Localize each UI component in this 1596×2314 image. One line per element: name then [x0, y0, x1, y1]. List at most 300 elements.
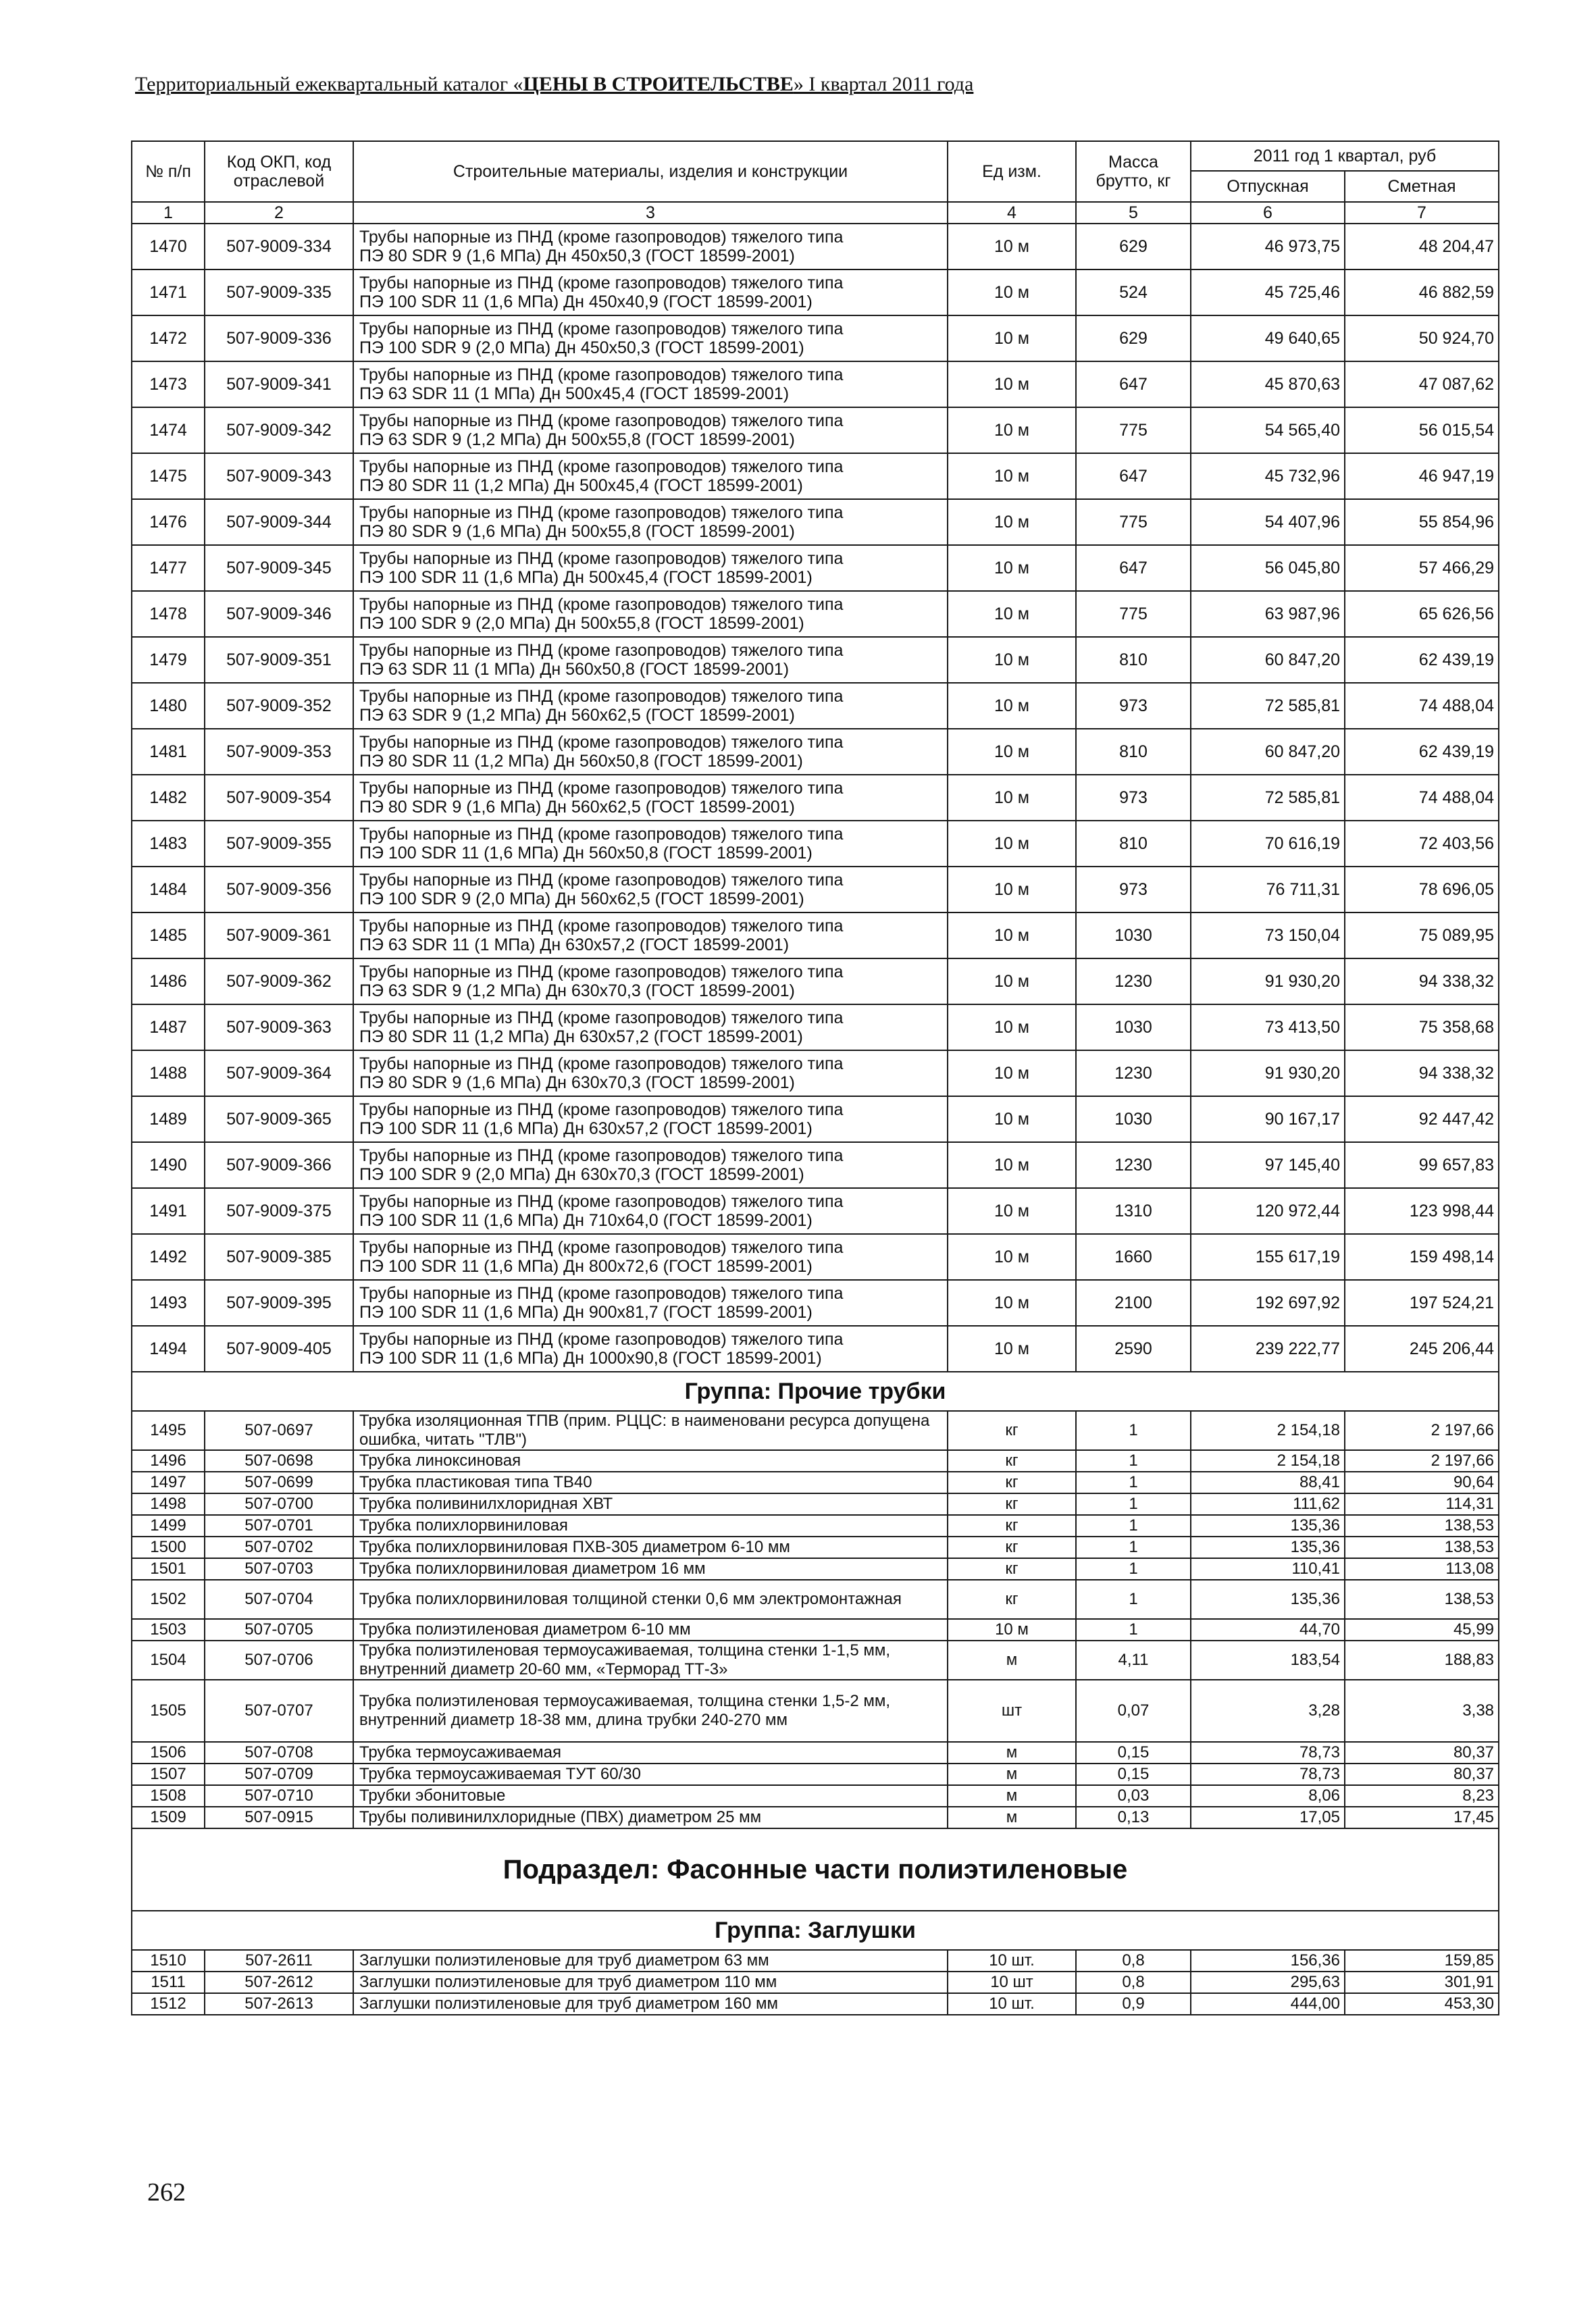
row-price-release: 54 565,40 — [1191, 407, 1345, 453]
row-unit: 10 м — [948, 1050, 1076, 1096]
table-row — [132, 269, 1499, 315]
row-number: 1479 — [132, 637, 205, 683]
row-description — [353, 545, 948, 591]
description-line: ПЭ 100 SDR 11 (1,6 МПа) Дн 800х72,6 (ГОСТ 18599-2001) — [359, 1257, 813, 1276]
row-mass: 0,9 — [1076, 1993, 1191, 2015]
row-price-release: 45 732,96 — [1191, 453, 1345, 499]
row-price-estimate: 75 089,95 — [1345, 912, 1499, 958]
row-unit: 10 м — [948, 453, 1076, 499]
description-line: ПЭ 80 SDR 9 (1,6 МПа) Дн 500х55,8 (ГОСТ 18599-2001) — [359, 522, 795, 541]
row-price-estimate: 74 488,04 — [1345, 683, 1499, 729]
row-price-release: 135,36 — [1191, 1515, 1345, 1537]
description-line: Трубы напорные из ПНД (кроме газопроводов) тяжелого типа — [359, 457, 844, 476]
row-number: 1503 — [132, 1619, 205, 1641]
row-price-estimate: 114,31 — [1345, 1493, 1499, 1515]
description-line: ПЭ 100 SDR 11 (1,6 МПа) Дн 450х40,9 (ГОСТ 18599-2001) — [359, 292, 813, 311]
row-price-estimate: 159,85 — [1345, 1950, 1499, 1972]
row-code: 507-9009-362 — [205, 958, 353, 1004]
row-price-estimate: 159 498,14 — [1345, 1234, 1499, 1280]
row-mass: 1 — [1076, 1580, 1191, 1619]
row-code: 507-0699 — [205, 1472, 353, 1493]
row-mass: 973 — [1076, 683, 1191, 729]
group-title: Группа: Заглушки — [132, 1911, 1499, 1950]
table-row — [132, 1580, 1499, 1619]
col-header-name: Строительные материалы, изделия и конструкции — [353, 141, 948, 202]
row-number: 1482 — [132, 775, 205, 821]
row-price-estimate: 138,53 — [1345, 1537, 1499, 1558]
row-description — [353, 775, 948, 821]
row-price-estimate: 138,53 — [1345, 1515, 1499, 1537]
row-number: 1474 — [132, 407, 205, 453]
row-price-release: 91 930,20 — [1191, 958, 1345, 1004]
row-mass: 1030 — [1076, 1096, 1191, 1142]
subsection-title: Подраздел: Фасонные части полиэтиленовые — [132, 1828, 1499, 1911]
description-line: ПЭ 63 SDR 9 (1,2 МПа) Дн 560х62,5 (ГОСТ 18599-2001) — [359, 706, 795, 725]
table-row — [132, 1680, 1499, 1742]
row-mass: 775 — [1076, 407, 1191, 453]
row-unit: 10 м — [948, 407, 1076, 453]
row-number: 1480 — [132, 683, 205, 729]
description-line: Трубы напорные из ПНД (кроме газопроводов) тяжелого типа — [359, 1192, 844, 1211]
row-price-estimate: 245 206,44 — [1345, 1326, 1499, 1372]
row-price-estimate: 94 338,32 — [1345, 958, 1499, 1004]
row-unit: кг — [948, 1580, 1076, 1619]
row-number: 1500 — [132, 1537, 205, 1558]
row-price-release: 60 847,20 — [1191, 729, 1345, 775]
row-price-release: 91 930,20 — [1191, 1050, 1345, 1096]
page-number: 262 — [147, 2178, 186, 2207]
row-mass: 775 — [1076, 499, 1191, 545]
row-description — [353, 1280, 948, 1326]
row-description: Трубка изоляционная ТПВ (прим. РЦЦС: в наименовани ресурса допущена ошибка, читать "ТЛВ") — [353, 1411, 948, 1450]
table-row — [132, 1619, 1499, 1641]
column-number: 7 — [1345, 202, 1499, 224]
table-row — [132, 1764, 1499, 1785]
column-number: 2 — [205, 202, 353, 224]
description-line: ПЭ 80 SDR 9 (1,6 МПа) Дн 560х62,5 (ГОСТ 18599-2001) — [359, 798, 795, 817]
row-price-estimate: 75 358,68 — [1345, 1004, 1499, 1050]
description-line: Трубы напорные из ПНД (кроме газопроводов) тяжелого типа — [359, 1054, 844, 1073]
row-description — [353, 1142, 948, 1188]
row-unit: кг — [948, 1450, 1076, 1472]
row-number: 1501 — [132, 1558, 205, 1580]
row-description: Трубки эбонитовые — [353, 1785, 948, 1807]
row-price-estimate: 113,08 — [1345, 1558, 1499, 1580]
row-unit: 10 м — [948, 499, 1076, 545]
row-unit: кг — [948, 1411, 1076, 1450]
row-mass: 1 — [1076, 1411, 1191, 1450]
row-mass: 1660 — [1076, 1234, 1191, 1280]
row-price-release: 60 847,20 — [1191, 637, 1345, 683]
row-price-release: 111,62 — [1191, 1493, 1345, 1515]
row-mass: 810 — [1076, 821, 1191, 867]
row-unit: м — [948, 1785, 1076, 1807]
row-price-release: 135,36 — [1191, 1580, 1345, 1619]
row-description: Трубка линоксиновая — [353, 1450, 948, 1472]
row-description: Трубка термоусаживаемая — [353, 1742, 948, 1764]
header-title: ЦЕНЫ В СТРОИТЕЛЬСТВЕ — [523, 73, 794, 95]
row-price-release: 70 616,19 — [1191, 821, 1345, 867]
row-mass: 810 — [1076, 637, 1191, 683]
row-mass: 0,15 — [1076, 1742, 1191, 1764]
row-number: 1508 — [132, 1785, 205, 1807]
row-number: 1505 — [132, 1680, 205, 1742]
row-price-release: 73 150,04 — [1191, 912, 1345, 958]
row-unit: кг — [948, 1537, 1076, 1558]
row-code: 507-0708 — [205, 1742, 353, 1764]
row-price-release: 444,00 — [1191, 1993, 1345, 2015]
row-description: Трубка полихлорвиниловая — [353, 1515, 948, 1537]
description-line: Трубы напорные из ПНД (кроме газопроводов) тяжелого типа — [359, 1238, 844, 1257]
row-code: 507-9009-346 — [205, 591, 353, 637]
row-description — [353, 1096, 948, 1142]
table-row — [132, 315, 1499, 361]
row-unit: 10 м — [948, 545, 1076, 591]
table-row — [132, 821, 1499, 867]
row-price-estimate: 62 439,19 — [1345, 729, 1499, 775]
row-mass: 0,13 — [1076, 1807, 1191, 1828]
row-unit: м — [948, 1807, 1076, 1828]
row-unit: 10 м — [948, 867, 1076, 912]
row-description: Трубка полихлорвиниловая толщиной стенки 0,6 мм электромонтажная — [353, 1580, 948, 1619]
row-unit: 10 шт. — [948, 1950, 1076, 1972]
row-price-estimate: 78 696,05 — [1345, 867, 1499, 912]
row-description: Заглушки полиэтиленовые для труб диаметром 160 мм — [353, 1993, 948, 2015]
table-row — [132, 1993, 1499, 2015]
description-line: Трубы напорные из ПНД (кроме газопроводов) тяжелого типа — [359, 1284, 844, 1303]
row-number: 1495 — [132, 1411, 205, 1450]
description-line: ПЭ 100 SDR 9 (2,0 МПа) Дн 560х62,5 (ГОСТ 18599-2001) — [359, 890, 804, 908]
table-row — [132, 1537, 1499, 1558]
table-row — [132, 1050, 1499, 1096]
row-price-release: 110,41 — [1191, 1558, 1345, 1580]
row-mass: 0,07 — [1076, 1680, 1191, 1742]
description-line: Трубы напорные из ПНД (кроме газопроводов) тяжелого типа — [359, 503, 844, 522]
row-number: 1499 — [132, 1515, 205, 1537]
description-line: ПЭ 80 SDR 11 (1,2 МПа) Дн 500х45,4 (ГОСТ 18599-2001) — [359, 476, 803, 495]
row-description: Трубка полихлорвиниловая ПХВ-305 диаметром 6-10 мм — [353, 1537, 948, 1558]
description-line: Трубы напорные из ПНД (кроме газопроводов) тяжелого типа — [359, 595, 844, 614]
row-number: 1481 — [132, 729, 205, 775]
row-price-estimate: 72 403,56 — [1345, 821, 1499, 867]
row-code: 507-2611 — [205, 1950, 353, 1972]
row-code: 507-9009-363 — [205, 1004, 353, 1050]
description-line: Трубы напорные из ПНД (кроме газопроводов) тяжелого типа — [359, 274, 844, 292]
row-unit: 10 м — [948, 958, 1076, 1004]
row-code: 507-9009-336 — [205, 315, 353, 361]
table-row — [132, 1472, 1499, 1493]
row-mass: 1 — [1076, 1493, 1191, 1515]
row-code: 507-0707 — [205, 1680, 353, 1742]
row-unit: кг — [948, 1493, 1076, 1515]
column-number: 5 — [1076, 202, 1191, 224]
row-description: Трубка полиэтиленовая термоусаживаемая, толщина стенки 1,5-2 мм, внутренний диаметр 18-38 мм, длина трубки 240-270 мм — [353, 1680, 948, 1742]
row-code: 507-0700 — [205, 1493, 353, 1515]
row-mass: 0,03 — [1076, 1785, 1191, 1807]
table-row — [132, 1234, 1499, 1280]
row-mass: 1230 — [1076, 958, 1191, 1004]
row-number: 1494 — [132, 1326, 205, 1372]
row-mass: 2100 — [1076, 1280, 1191, 1326]
row-code: 507-0915 — [205, 1807, 353, 1828]
row-code: 507-9009-334 — [205, 224, 353, 269]
description-line: Трубы напорные из ПНД (кроме газопроводов) тяжелого типа — [359, 1008, 844, 1027]
row-code: 507-9009-395 — [205, 1280, 353, 1326]
row-number: 1502 — [132, 1580, 205, 1619]
row-code: 507-0704 — [205, 1580, 353, 1619]
col-header-unit: Ед изм. — [948, 141, 1076, 202]
table-row — [132, 683, 1499, 729]
row-number: 1512 — [132, 1993, 205, 2015]
row-code: 507-9009-351 — [205, 637, 353, 683]
description-line: Трубы напорные из ПНД (кроме газопроводов) тяжелого типа — [359, 917, 844, 935]
row-price-estimate: 3,38 — [1345, 1680, 1499, 1742]
row-price-estimate: 47 087,62 — [1345, 361, 1499, 407]
description-line: ПЭ 63 SDR 11 (1 МПа) Дн 630х57,2 (ГОСТ 18599-2001) — [359, 935, 790, 954]
col-header-release: Отпускная — [1191, 171, 1345, 202]
row-price-release: 78,73 — [1191, 1764, 1345, 1785]
row-price-estimate: 2 197,66 — [1345, 1411, 1499, 1450]
row-code: 507-9009-341 — [205, 361, 353, 407]
row-unit: 10 м — [948, 637, 1076, 683]
row-price-estimate: 197 524,21 — [1345, 1280, 1499, 1326]
row-mass: 1310 — [1076, 1188, 1191, 1234]
row-number: 1471 — [132, 269, 205, 315]
row-description — [353, 453, 948, 499]
row-unit: 10 м — [948, 1142, 1076, 1188]
row-price-release: 97 145,40 — [1191, 1142, 1345, 1188]
row-description — [353, 1004, 948, 1050]
row-mass: 524 — [1076, 269, 1191, 315]
row-code: 507-9009-344 — [205, 499, 353, 545]
row-price-release: 73 413,50 — [1191, 1004, 1345, 1050]
description-line: Трубы напорные из ПНД (кроме газопроводов) тяжелого типа — [359, 871, 844, 890]
row-number: 1509 — [132, 1807, 205, 1828]
row-code: 507-0705 — [205, 1619, 353, 1641]
row-unit: 10 м — [948, 1004, 1076, 1050]
row-code: 507-9009-405 — [205, 1326, 353, 1372]
row-unit: 10 м — [948, 591, 1076, 637]
row-price-release: 72 585,81 — [1191, 683, 1345, 729]
description-line: Трубы напорные из ПНД (кроме газопроводов) тяжелого типа — [359, 962, 844, 981]
description-line: ПЭ 100 SDR 11 (1,6 МПа) Дн 560х50,8 (ГОСТ 18599-2001) — [359, 844, 813, 863]
row-code: 507-9009-375 — [205, 1188, 353, 1234]
table-row — [132, 1004, 1499, 1050]
row-price-release: 56 045,80 — [1191, 545, 1345, 591]
description-line: Трубы напорные из ПНД (кроме газопроводов) тяжелого типа — [359, 319, 844, 338]
row-description — [353, 1050, 948, 1096]
row-price-estimate: 57 466,29 — [1345, 545, 1499, 591]
row-price-estimate: 65 626,56 — [1345, 591, 1499, 637]
row-mass: 1 — [1076, 1537, 1191, 1558]
description-line: ПЭ 80 SDR 11 (1,2 МПа) Дн 560х50,8 (ГОСТ 18599-2001) — [359, 752, 803, 771]
row-mass: 4,11 — [1076, 1641, 1191, 1680]
row-unit: 10 шт — [948, 1972, 1076, 1993]
row-number: 1491 — [132, 1188, 205, 1234]
row-number: 1486 — [132, 958, 205, 1004]
row-price-estimate: 48 204,47 — [1345, 224, 1499, 269]
row-code: 507-0701 — [205, 1515, 353, 1537]
table-row — [132, 637, 1499, 683]
row-description — [353, 224, 948, 269]
description-line: Трубы напорные из ПНД (кроме газопроводов) тяжелого типа — [359, 1146, 844, 1165]
row-price-estimate: 50 924,70 — [1345, 315, 1499, 361]
row-number: 1476 — [132, 499, 205, 545]
row-code: 507-9009-365 — [205, 1096, 353, 1142]
row-price-release: 17,05 — [1191, 1807, 1345, 1828]
description-line: Трубы напорные из ПНД (кроме газопроводов) тяжелого типа — [359, 733, 844, 752]
group-title: Группа: Прочие трубки — [132, 1372, 1499, 1411]
row-description: Трубка пластиковая типа ТВ40 — [353, 1472, 948, 1493]
description-line: ПЭ 100 SDR 11 (1,6 МПа) Дн 500х45,4 (ГОСТ 18599-2001) — [359, 568, 813, 587]
row-mass: 1230 — [1076, 1050, 1191, 1096]
row-price-estimate: 62 439,19 — [1345, 637, 1499, 683]
description-line: Трубы напорные из ПНД (кроме газопроводов) тяжелого типа — [359, 411, 844, 430]
row-unit: 10 м — [948, 224, 1076, 269]
row-price-estimate: 2 197,66 — [1345, 1450, 1499, 1472]
table-row — [132, 912, 1499, 958]
row-number: 1490 — [132, 1142, 205, 1188]
row-number: 1493 — [132, 1280, 205, 1326]
row-description — [353, 1234, 948, 1280]
row-unit: 10 м — [948, 1619, 1076, 1641]
row-unit: м — [948, 1764, 1076, 1785]
description-line: ПЭ 100 SDR 9 (2,0 МПа) Дн 450х50,3 (ГОСТ 18599-2001) — [359, 338, 804, 357]
description-line: Трубы напорные из ПНД (кроме газопроводов) тяжелого типа — [359, 228, 844, 247]
row-price-release: 45 870,63 — [1191, 361, 1345, 407]
row-number: 1473 — [132, 361, 205, 407]
row-code: 507-9009-385 — [205, 1234, 353, 1280]
row-description — [353, 591, 948, 637]
description-line: ПЭ 63 SDR 9 (1,2 МПа) Дн 630х70,3 (ГОСТ 18599-2001) — [359, 981, 795, 1000]
row-unit: 10 м — [948, 315, 1076, 361]
row-number: 1484 — [132, 867, 205, 912]
row-price-estimate: 45,99 — [1345, 1619, 1499, 1641]
row-price-estimate: 138,53 — [1345, 1580, 1499, 1619]
description-line: Трубы напорные из ПНД (кроме газопроводов) тяжелого типа — [359, 641, 844, 660]
table-row — [132, 867, 1499, 912]
row-price-estimate: 453,30 — [1345, 1993, 1499, 2015]
row-number: 1498 — [132, 1493, 205, 1515]
row-unit: м — [948, 1742, 1076, 1764]
row-code: 507-9009-345 — [205, 545, 353, 591]
row-description — [353, 1188, 948, 1234]
description-line: ПЭ 80 SDR 9 (1,6 МПа) Дн 630х70,3 (ГОСТ 18599-2001) — [359, 1073, 795, 1092]
row-code: 507-9009-352 — [205, 683, 353, 729]
row-price-estimate: 92 447,42 — [1345, 1096, 1499, 1142]
row-description — [353, 315, 948, 361]
row-mass: 0,8 — [1076, 1972, 1191, 1993]
row-mass: 973 — [1076, 867, 1191, 912]
col-header-period: 2011 год 1 квартал, руб — [1191, 141, 1499, 171]
row-mass: 647 — [1076, 545, 1191, 591]
row-code: 507-0698 — [205, 1450, 353, 1472]
row-unit: 10 м — [948, 821, 1076, 867]
description-line: ПЭ 80 SDR 9 (1,6 МПа) Дн 450х50,3 (ГОСТ 18599-2001) — [359, 247, 795, 265]
row-description — [353, 361, 948, 407]
row-unit: м — [948, 1641, 1076, 1680]
row-code: 507-9009-366 — [205, 1142, 353, 1188]
description-line: Трубы напорные из ПНД (кроме газопроводов) тяжелого типа — [359, 825, 844, 844]
row-number: 1488 — [132, 1050, 205, 1096]
row-mass: 1 — [1076, 1450, 1191, 1472]
row-code: 507-9009-335 — [205, 269, 353, 315]
row-code: 507-9009-356 — [205, 867, 353, 912]
row-unit: 10 м — [948, 361, 1076, 407]
row-number: 1492 — [132, 1234, 205, 1280]
row-code: 507-0702 — [205, 1537, 353, 1558]
row-code: 507-0697 — [205, 1411, 353, 1450]
row-price-release: 72 585,81 — [1191, 775, 1345, 821]
row-code: 507-9009-343 — [205, 453, 353, 499]
row-code: 507-0706 — [205, 1641, 353, 1680]
row-unit: 10 м — [948, 1280, 1076, 1326]
row-price-release: 156,36 — [1191, 1950, 1345, 1972]
row-description: Трубы поливинилхлоридные (ПВХ) диаметром 25 мм — [353, 1807, 948, 1828]
description-line: ПЭ 63 SDR 9 (1,2 МПа) Дн 500х55,8 (ГОСТ 18599-2001) — [359, 430, 795, 449]
row-unit: 10 м — [948, 683, 1076, 729]
row-price-release: 239 222,77 — [1191, 1326, 1345, 1372]
table-row — [132, 545, 1499, 591]
row-price-estimate: 94 338,32 — [1345, 1050, 1499, 1096]
column-number: 4 — [948, 202, 1076, 224]
description-line: Трубы напорные из ПНД (кроме газопроводов) тяжелого типа — [359, 687, 844, 706]
row-code: 507-9009-353 — [205, 729, 353, 775]
table-row — [132, 1515, 1499, 1537]
row-price-estimate: 56 015,54 — [1345, 407, 1499, 453]
description-line: ПЭ 63 SDR 11 (1 МПа) Дн 560х50,8 (ГОСТ 18599-2001) — [359, 660, 790, 679]
row-price-release: 295,63 — [1191, 1972, 1345, 1993]
description-line: Трубы напорные из ПНД (кроме газопроводов) тяжелого типа — [359, 365, 844, 384]
row-description — [353, 912, 948, 958]
row-price-estimate: 123 998,44 — [1345, 1188, 1499, 1234]
group-title-row — [132, 1911, 1499, 1950]
row-code: 507-2613 — [205, 1993, 353, 2015]
row-description: Трубка полиэтиленовая термоусаживаемая, толщина стенки 1-1,5 мм, внутренний диаметр 20-60 мм, «Терморад ТТ-3» — [353, 1641, 948, 1680]
row-code: 507-9009-361 — [205, 912, 353, 958]
col-header-estimate: Сметная — [1345, 171, 1499, 202]
column-number: 3 — [353, 202, 948, 224]
row-price-release: 63 987,96 — [1191, 591, 1345, 637]
table-row — [132, 1326, 1499, 1372]
row-mass: 1230 — [1076, 1142, 1191, 1188]
description-line: ПЭ 63 SDR 11 (1 МПа) Дн 500х45,4 (ГОСТ 18599-2001) — [359, 384, 790, 403]
table-row — [132, 1785, 1499, 1807]
row-number: 1504 — [132, 1641, 205, 1680]
column-number-row — [132, 202, 1499, 224]
row-description — [353, 867, 948, 912]
row-code: 507-0703 — [205, 1558, 353, 1580]
row-unit: шт — [948, 1680, 1076, 1742]
row-unit: 10 м — [948, 1234, 1076, 1280]
row-number: 1475 — [132, 453, 205, 499]
row-number: 1496 — [132, 1450, 205, 1472]
header-row — [132, 141, 1499, 171]
price-table — [131, 140, 1499, 2015]
description-line: Трубы напорные из ПНД (кроме газопроводов) тяжелого типа — [359, 1330, 844, 1349]
header-suffix: » I квартал 2011 года — [793, 73, 974, 95]
row-price-release: 155 617,19 — [1191, 1234, 1345, 1280]
row-description: Трубка поливинилхлоридная ХВТ — [353, 1493, 948, 1515]
row-price-estimate: 55 854,96 — [1345, 499, 1499, 545]
header-prefix: Территориальный ежеквартальный каталог « — [135, 73, 523, 95]
description-line: Трубы напорные из ПНД (кроме газопроводов) тяжелого типа — [359, 1100, 844, 1119]
row-price-release: 2 154,18 — [1191, 1450, 1345, 1472]
row-mass: 647 — [1076, 361, 1191, 407]
row-price-release: 192 697,92 — [1191, 1280, 1345, 1326]
table-row — [132, 361, 1499, 407]
row-price-release: 45 725,46 — [1191, 269, 1345, 315]
